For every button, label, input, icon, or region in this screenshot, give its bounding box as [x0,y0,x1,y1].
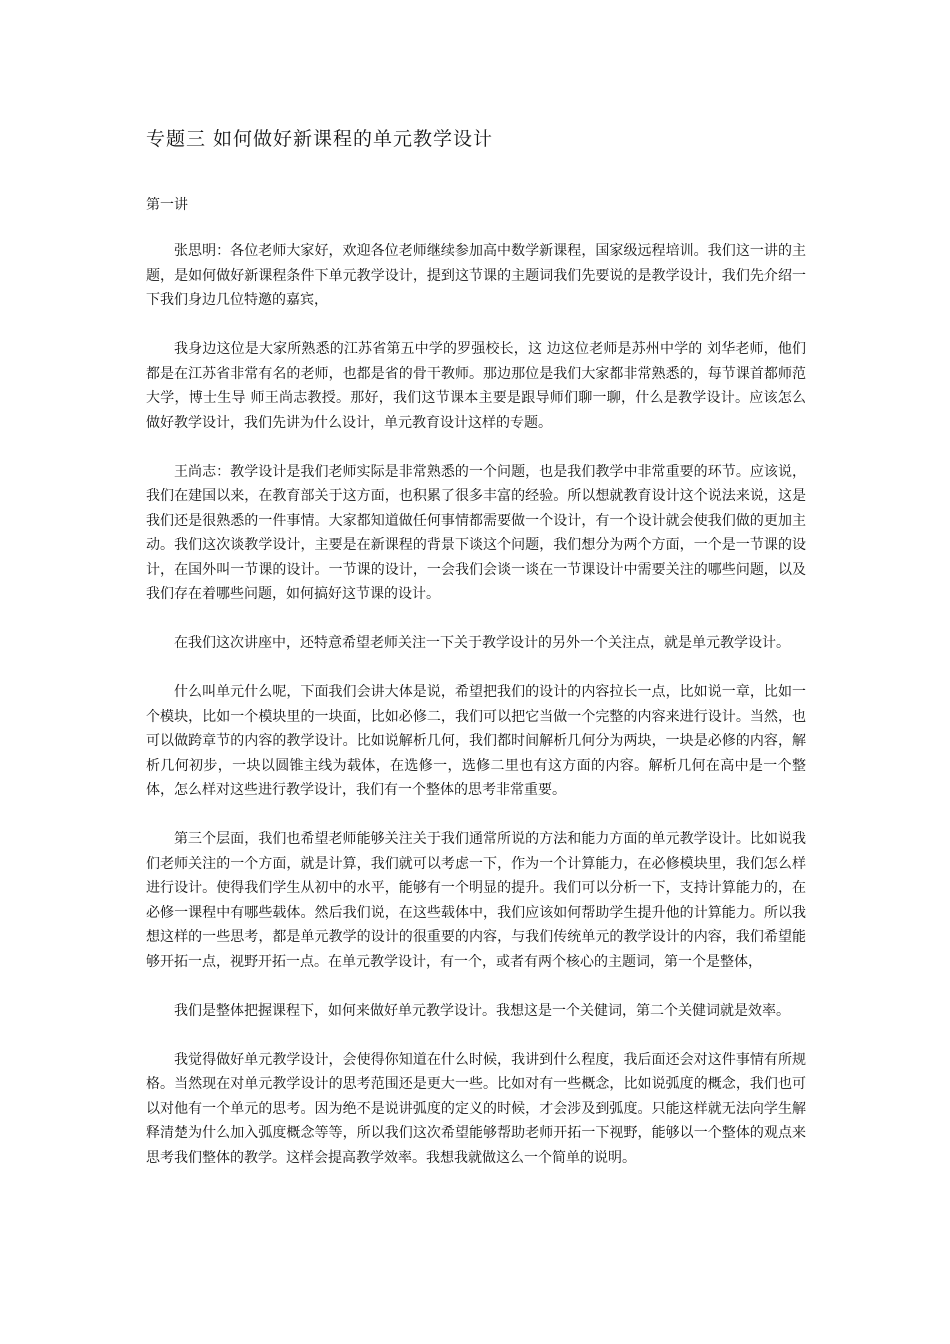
paragraph: 什么叫单元什么呢，下面我们会讲大体是说，希望把我们的设计的内容拉长一点，比如说一章，比如一个模块，比如一个模块里的一块面，比如必修二，我们可以把它当做一个完整的内容来进行设计。当然，也可以做跨章节的内容的教学设计。比如说解析几何，我们都时间解析几何分为两块，一块是必修的内容，解析几何初步，一块以圆锥主线为载体，在选修一，选修二里也有这方面的内容。解析几何在高中是一个整体，怎么样对这些进行教学设计，我们有一个整体的思考非常重要。 [146,684,806,798]
paragraph: 我们是整体把握课程下，如何来做好单元教学设计。我想这是一个关健词，第二个关健词就是效率。 [174,1002,790,1019]
paragraph: 我身边这位是大家所熟悉的江苏省第五中学的罗强校长，这 边这位老师是苏州中学的 刘华老师，他们都是在江苏省非常有名的老师，也都是省的骨干教师。那边那位是我们大家都非常熟悉的，每节课首都师范大学，博士生导 师王尚志教授。那好，我们这节课本主要是跟导师们聊一聊，什么是教学设计。应该怎么做好教学设计，我们先讲为什么设计，单元教育设计这样的专题。 [146,341,806,431]
document-title: 专题三 如何做好新课程的单元教学设计 [146,128,494,150]
paragraph: 我觉得做好单元教学设计，会使得你知道在什么时候，我讲到什么程度，我后面还会对这件事情有所规格。当然现在对单元教学设计的思考范围还是更大一些。比如对有一些概念，比如说弧度的概念，我们也可以对他有一个单元的思考。因为绝不是说讲弧度的定义的时候，才会涉及到弧度。只能这样就无法向学生解释清楚为什么加入弧度概念等等，所以我们这次希望能够帮助老师开拓一下视野，能够以一个整体的观点来思考我们整体的教学。这样会提高教学效率。我想我就做这么一个简单的说明。 [146,1051,806,1166]
lecture-label: 第一讲 [146,197,188,213]
paragraph: 在我们这次讲座中，还特意希望老师关注一下关于教学设计的另外一个关注点，就是单元教学设计。 [174,635,790,651]
paragraph: 王尚志：教学设计是我们老师实际是非常熟悉的一个问题，也是我们教学中非常重要的环节。应该说，我们在建国以来，在教育部关于这方面，也积累了很多丰富的经验。所以想就教育设计这个说法来说，这是我们还是很熟悉的一件事情。大家都知道做任何事情都需要做一个设计，有一个设计就会使我们做的更加主动。我们这次谈教学设计，主要是在新课程的背景下谈这个问题，我们想分为两个方面，一个是一节课的设计，在国外叫一节课的设计。一节课的设计，一会我们会谈一谈在一节课设计中需要关注的哪些问题，以及我们存在着哪些问题，如何搞好这节课的设计。 [146,463,806,602]
document-body [146,239,806,1195]
paragraph: 第三个层面，我们也希望老师能够关注关于我们通常所说的方法和能力方面的单元教学设计。比如说我们老师关注的一个方面，就是计算，我们就可以考虑一下，作为一个计算能力，在必修模块里，我们怎么样进行设计。使得我们学生从初中的水平，能够有一个明显的提升。我们可以分析一下，支持计算能力的，在必修一课程中有哪些载体。然后我们说，在这些载体中，我们应该如何帮助学生提升他的计算能力。所以我想这样的一些思考，都是单元教学的设计的很重要的内容，与我们传统单元的教学设计的内容，我们希望能够开拓一点，视野开拓一点。在单元教学设计，有一个，或者有两个核心的主题词，第一个是整体， [146,831,806,970]
paragraph: 张思明：各位老师大家好，欢迎各位老师继续参加高中数学新课程，国家级远程培训。我们这一讲的主题，是如何做好新课程条件下单元教学设计，提到这节课的主题词我们先要说的是教学设计，我们先介绍一下我们身边几位特邀的嘉宾， [146,243,806,308]
